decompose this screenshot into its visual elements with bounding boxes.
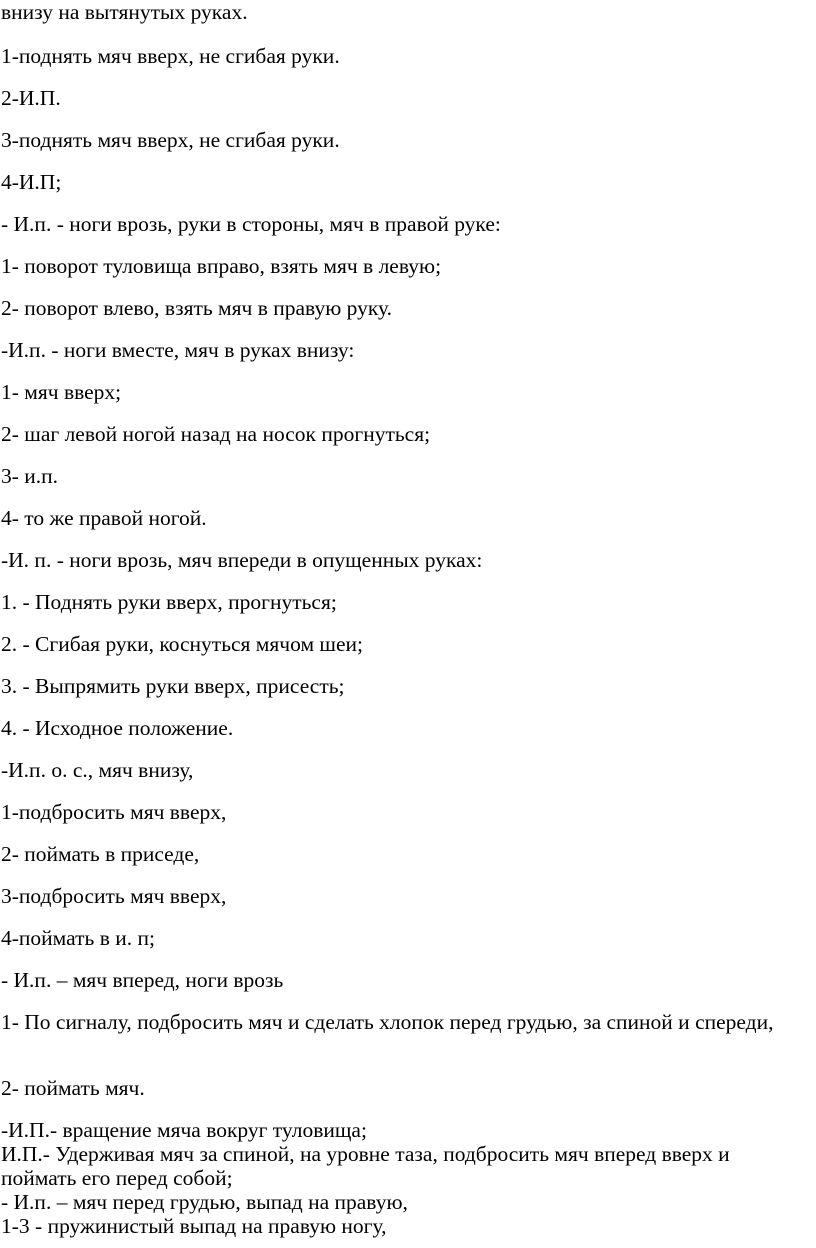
text-line: 2- поймать в приседе, <box>1 842 200 866</box>
text-line: 4. - Исходное положение. <box>1 716 234 740</box>
text-line: - И.п. – мяч перед грудью, выпад на правую, <box>1 1190 408 1214</box>
text-line: 2- поворот влево, взять мяч в правую руку. <box>1 296 392 320</box>
text-line: 1- мяч вверх; <box>1 380 122 404</box>
text-line: 4-И.П; <box>1 170 62 194</box>
text-line: 2- поймать мяч. <box>1 1076 145 1100</box>
text-line: 4- то же правой ногой. <box>1 506 207 530</box>
text-line: внизу на вытянутых руках. <box>1 0 248 24</box>
text-line: 3. - Выпрямить руки вверх, присесть; <box>1 674 345 698</box>
text-line: -И.п. - ноги вместе, мяч в руках внизу: <box>1 338 355 362</box>
text-line: 2. - Сгибая руки, коснуться мячом шеи; <box>1 632 364 656</box>
text-paragraph: И.П.- Удерживая мяч за спиной, на уровне таза, подбросить мяч вперед вверх и поймать его перед собой; <box>1 1142 730 1190</box>
text-line: 1-3 - пружинистый выпад на правую ногу, <box>1 1214 387 1238</box>
text-line: 1-поднять мяч вверх, не сгибая руки. <box>1 44 340 68</box>
text-line: 1- поворот туловища вправо, взять мяч в левую; <box>1 254 442 278</box>
text-line: 3- и.п. <box>1 464 59 488</box>
text-paragraph: 1- По сигналу, подбросить мяч и сделать хлопок перед грудью, за спиной и спереди, <box>1 1010 774 1034</box>
text-line: -И. п. - ноги врозь, мяч впереди в опущенных руках: <box>1 548 483 572</box>
text-line: 2-И.П. <box>1 86 61 110</box>
text-line: 1. - Поднять руки вверх, прогнуться; <box>1 590 337 614</box>
text-line: 3-подбросить мяч вверх, <box>1 884 227 908</box>
text-line: - И.п. - ноги врозь, руки в стороны, мяч в правой руке: <box>1 212 501 236</box>
text-line: - И.п. – мяч вперед, ноги врозь <box>1 968 284 992</box>
text-line: 4-поймать в и. п; <box>1 926 155 950</box>
text-line: 2- шаг левой ногой назад на носок прогнуться; <box>1 422 431 446</box>
text-line: 1-подбросить мяч вверх, <box>1 800 227 824</box>
text-line: 3-поднять мяч вверх, не сгибая руки. <box>1 128 340 152</box>
text-line: -И.п. о. с., мяч внизу, <box>1 758 194 782</box>
text-line: -И.П.- вращение мяча вокруг туловища; <box>1 1118 367 1142</box>
